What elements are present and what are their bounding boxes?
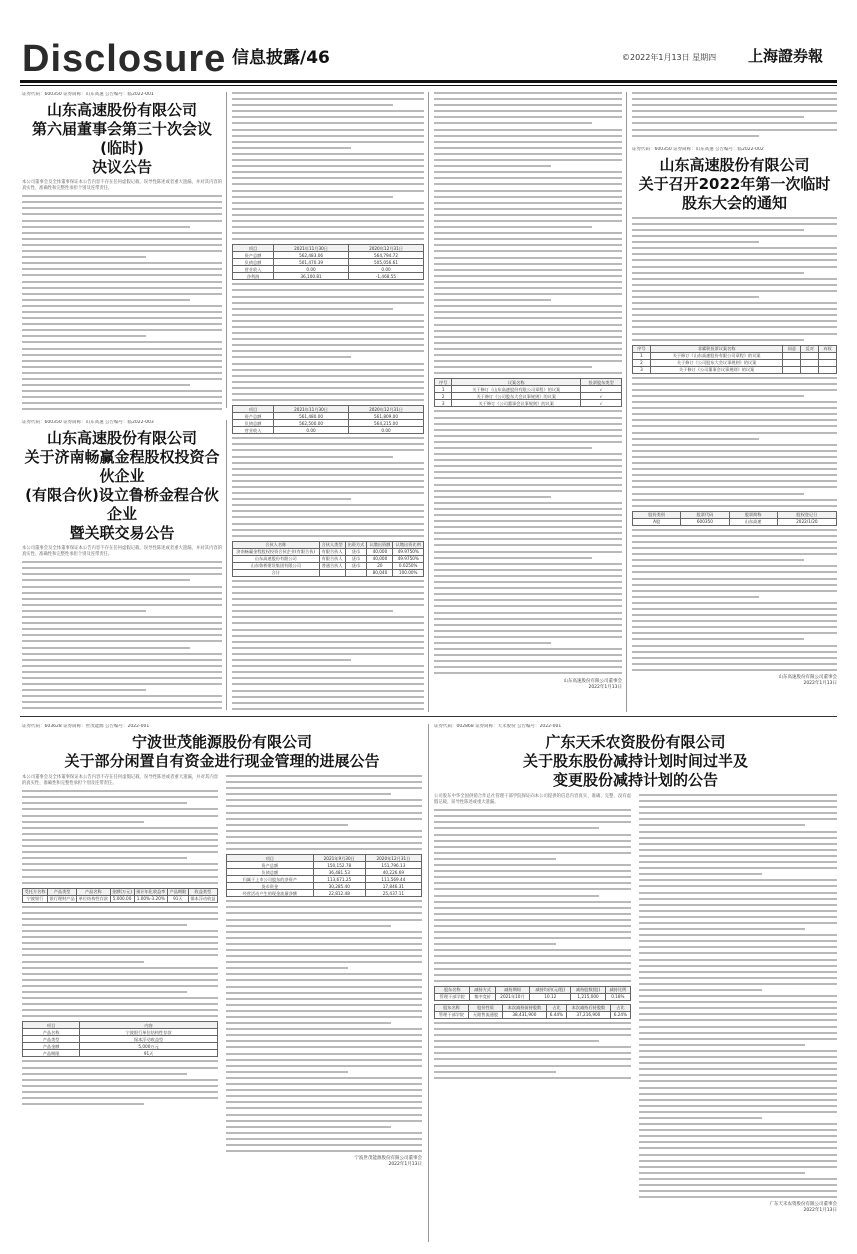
table-header: 产品类型 [47, 888, 76, 895]
table-header: 内容 [80, 1022, 218, 1029]
table-cell: 151,796.13 [365, 862, 421, 869]
table-cell: 货币 [345, 562, 367, 569]
table-cell: 1,215,000 [571, 993, 605, 1000]
table-cell: 40,000 [367, 548, 393, 555]
article-notice: 本公司董事会及全体董事保证本公告内容不存在任何虚假记载、误导性陈述或者重大遗漏，并对其内容的真实性、准确性和完整性承担个别及连带责任。 [22, 180, 222, 192]
article-shareholder-meeting [632, 92, 837, 712]
table-cell: 1 [435, 386, 452, 393]
article-continuation-2 [434, 92, 622, 712]
financial-table [226, 854, 422, 897]
table-cell: 561,480.00 [274, 413, 349, 420]
article-board-resolution [22, 92, 222, 410]
article-body-text [226, 775, 422, 850]
article-body-text [22, 561, 222, 712]
table-cell: 2 [633, 359, 651, 366]
article-title-line: 暨关联交易公告 [69, 524, 175, 542]
article-body-text [639, 794, 837, 1198]
table-header: 2020年12月31日 [365, 855, 421, 862]
table-cell: 564,794.72 [349, 252, 424, 259]
article-body-text [232, 437, 424, 537]
article-notice: 公司股东中华全国供销合作总社管理干部学院保证向本公司提供的信息内容真实、准确、完整，没有虚假记载、误导性陈述或重大遗漏。 [434, 794, 631, 806]
table-cell: 宁波银行单位结构性存款 [80, 1029, 218, 1036]
table-cell: 600350 [681, 518, 729, 525]
table-cell: 150,152.78 [313, 862, 365, 869]
article-title-line: 关于部分闲置自有资金进行现金管理的进展公告 [64, 752, 380, 770]
table-cell: 银行理财产品 [47, 895, 76, 902]
table-row [435, 993, 631, 1000]
financial-table [232, 244, 424, 280]
table-cell: 产品类型 [23, 1036, 80, 1043]
table-cell: 36,481.53 [313, 869, 365, 876]
table-cell: 38,431,900 [503, 1011, 547, 1018]
product-detail-table [22, 1021, 218, 1057]
table-cell [801, 352, 819, 359]
table-row [233, 420, 424, 427]
table-header: 本次减持前持股数 [503, 1004, 547, 1011]
table-cell: 2 [435, 393, 452, 400]
table-cell: 关于修订《公司股东大会议事规则》的议案 [650, 359, 783, 366]
reduction-table [434, 986, 631, 1001]
table-header: 产品期限 [167, 888, 188, 895]
table-header: 受托方名称 [23, 888, 48, 895]
article-body-text [632, 217, 837, 341]
column-divider [626, 92, 627, 712]
article-title-line: 关于济南畅赢金程股权投资合伙企业 [24, 448, 220, 485]
table-row [435, 1011, 631, 1018]
table-cell: 0.00 [274, 427, 349, 434]
table-cell: 有限合伙人 [319, 548, 345, 555]
table-row [233, 252, 424, 259]
table-header: 2021年11月30日 [274, 245, 349, 252]
table-cell: 关于修订《山东高速股份有限公司章程》的议案 [650, 352, 783, 359]
table-header: 占比 [610, 1004, 630, 1011]
article-body-text [232, 283, 424, 401]
table-row [227, 876, 422, 883]
article-body-text [632, 92, 837, 137]
article-cash-management [22, 724, 422, 1244]
table-cell: 产品名称 [23, 1029, 80, 1036]
table-header: 股权登记日 [777, 511, 836, 518]
table-cell: 营业收入 [233, 427, 274, 434]
table-cell: 管理干部学院 [435, 993, 470, 1000]
table-cell: 40,226.69 [365, 869, 421, 876]
column-divider [428, 724, 429, 1242]
article-body-text [632, 377, 837, 507]
article-code: 证券代码：002868 证券简称：天禾股份 公告编号：2022-001 [434, 724, 562, 729]
table-header: 减持股数(股) [571, 986, 605, 993]
table-header: 减持期间 [495, 986, 530, 993]
article-notice: 本公司董事会及全体董事保证本公告内容不存在任何虚假记载、误导性陈述或者重大遗漏，并对其内容的真实性、准确性和完整性承担个别及连带责任。 [22, 546, 222, 558]
table-cell: 113,671.25 [313, 876, 365, 883]
table-cell: 22,812.48 [313, 890, 365, 897]
table-cell: A股 [633, 518, 681, 525]
article-body-text [434, 1022, 631, 1079]
table-header: 反对 [801, 345, 819, 352]
table-cell: 关于修订《山东高速股份有限公司章程》的议案 [452, 386, 581, 393]
table-cell: 归属于上市公司股东的净资产 [227, 876, 314, 883]
table-cell: 37,216,900 [566, 1011, 610, 1018]
table-header: 投票股东类型 [581, 379, 622, 386]
article-partnership-investment [22, 420, 222, 712]
table-cell [319, 569, 345, 576]
table-cell: 资产总额 [227, 862, 314, 869]
table-cell: 资产总额 [233, 252, 274, 259]
table-cell: 17,846.31 [365, 883, 421, 890]
table-cell: 100.00% [393, 569, 424, 576]
article-signature: 山东高速股份有限公司董事会 2022年1月13日 [563, 678, 622, 690]
agenda-table [632, 345, 837, 374]
partner-table [232, 541, 424, 577]
table-row [23, 895, 218, 902]
table-cell: 负债总额 [233, 259, 274, 266]
product-table [22, 888, 218, 903]
table-cell: 5,000万元 [80, 1043, 218, 1050]
table-header: 减持均价(元/股) [530, 986, 571, 993]
dateline: ©2022年1月13日 星期四 [622, 53, 717, 62]
table-header: 认缴出资额 [367, 541, 393, 548]
share-class-table [632, 511, 837, 526]
table-header: 项目 [227, 855, 314, 862]
table-row [233, 562, 424, 569]
table-header: 股份类别 [633, 511, 681, 518]
table-row [227, 862, 422, 869]
table-row [233, 259, 424, 266]
table-cell: 保本浮动收益 [188, 895, 217, 902]
table-header: 出资方式 [345, 541, 367, 548]
article-title-line: 关于召开2022年第一次临时 [638, 174, 831, 193]
table-cell: 宁波银行 [23, 895, 48, 902]
table-header: 股东名称 [435, 1004, 469, 1011]
table-header: 2021年9月30日 [313, 855, 365, 862]
table-cell: 关于修订《公司董事会议事规则》的议案 [452, 400, 581, 407]
table-header: 合伙人类型 [319, 541, 345, 548]
table-header: 合伙人名称 [233, 541, 320, 548]
table-cell: 产品期限 [23, 1050, 80, 1057]
table-cell: 0.00 [349, 427, 424, 434]
agenda-table [434, 378, 622, 407]
article-code: 证券代码：600350 证券简称：山东高速 公告编号：临2022-003 [22, 420, 154, 425]
article-signature: 山东高速股份有限公司董事会 2022年1月13日 [778, 675, 837, 687]
table-cell: 关于修订《公司股东大会议事规则》的议案 [452, 393, 581, 400]
table-cell: 集中竞价 [470, 993, 495, 1000]
table-cell: 无限售流通股 [469, 1011, 503, 1018]
table-cell [801, 359, 819, 366]
article-title-line: 决议公告 [91, 158, 152, 176]
table-cell: 0.00 [349, 266, 424, 273]
masthead-rule [20, 80, 837, 83]
table-header: 序号 [633, 345, 651, 352]
article-body-text [434, 809, 631, 982]
table-cell: 91天 [80, 1050, 218, 1057]
table-row [233, 273, 424, 280]
table-header: 股票代码 [681, 511, 729, 518]
article-continuation [232, 92, 424, 712]
column-divider [428, 92, 429, 712]
table-cell [819, 352, 837, 359]
table-cell: 0.0250% [393, 562, 424, 569]
holding-table [434, 1004, 631, 1019]
table-row [233, 555, 424, 562]
table-row [23, 1036, 218, 1043]
table-cell: 2021年10月 [495, 993, 530, 1000]
table-cell: 1 [633, 352, 651, 359]
article-signature: 宁波世茂能源股份有限公司董事会 2022年1月13日 [354, 1156, 422, 1168]
table-cell: 501,470.39 [274, 259, 349, 266]
table-header: 项目 [23, 1022, 80, 1029]
table-cell: 30,285.40 [313, 883, 365, 890]
previous-article-end [632, 139, 837, 145]
table-cell [819, 366, 837, 373]
table-cell: 经营活动产生的现金流量净额 [227, 890, 314, 897]
table-cell: 关于修订《公司董事会议事规则》的议案 [650, 366, 783, 373]
article-title-line: 关于股东股份减持计划时间过半及 [522, 752, 748, 770]
table-cell: 6.44% [546, 1011, 566, 1018]
table-row [23, 1043, 218, 1050]
table-row [227, 890, 422, 897]
brand-logo: Disclosure [22, 38, 227, 80]
table-cell: 49.9750% [393, 555, 424, 562]
table-header: 2020年12月31日 [349, 406, 424, 413]
masthead-rule-thin [20, 85, 837, 86]
table-row [233, 266, 424, 273]
table-header: 序号 [435, 379, 452, 386]
section-divider [20, 716, 837, 717]
article-body-text [22, 195, 222, 410]
table-cell: 负债总额 [233, 420, 274, 427]
article-title-line: 股东大会的通知 [681, 193, 787, 212]
table-header: 非累积投票议案名称 [650, 345, 783, 352]
table-cell: 5,000.00 [110, 895, 134, 902]
table-cell: 3 [435, 400, 452, 407]
table-cell: 505,056.61 [349, 259, 424, 266]
table-header: 议案名称 [452, 379, 581, 386]
table-cell: 2022/1/20 [777, 518, 836, 525]
table-cell: 0.00 [274, 266, 349, 273]
article-title-line: 第六届董事会第三十次会议(临时) [31, 120, 212, 157]
table-row [233, 548, 424, 555]
table-row [233, 427, 424, 434]
article-code: 证券代码：600350 证券简称：山东高速 公告编号：临2022-002 [632, 146, 764, 152]
table-cell: 普通合伙人 [319, 562, 345, 569]
table-row [435, 386, 622, 393]
table-cell: 80,040 [367, 569, 393, 576]
article-signature: 广东天禾农资股份有限公司董事会 2022年1月13日 [769, 1202, 837, 1214]
table-cell: 山东高速股份有限公司 [233, 555, 320, 562]
table-cell: 合计 [233, 569, 320, 576]
article-title-line: 变更股份减持计划的公告 [552, 771, 718, 789]
table-cell: 产品金额 [23, 1043, 80, 1050]
table-header: 股票简称 [729, 511, 777, 518]
table-header: 本次减持后持股数 [566, 1004, 610, 1011]
company-name: 山东高速股份有限公司 [46, 101, 197, 119]
table-cell: 40,000 [367, 555, 393, 562]
table-cell: 3 [633, 366, 651, 373]
table-cell [801, 366, 819, 373]
table-cell: 6.24% [610, 1011, 630, 1018]
table-header: 2021年11月30日 [274, 406, 349, 413]
table-row [23, 1050, 218, 1057]
table-row [233, 569, 424, 576]
table-row [23, 1029, 218, 1036]
table-cell: 管理干部学院 [435, 1011, 469, 1018]
article-code: 证券代码：603628 证券简称：世茂能源 公告编号：2022-001 [22, 724, 150, 729]
table-cell: 济南畅赢金程股权投资合伙企业(有限合伙) [233, 548, 320, 555]
table-header: 项目 [233, 406, 274, 413]
article-body-text [232, 580, 424, 712]
table-cell: 货币 [345, 555, 367, 562]
table-row [633, 518, 837, 525]
column-divider [226, 92, 227, 408]
table-cell: 保本浮动收益型 [80, 1036, 218, 1043]
table-cell [783, 352, 801, 359]
table-cell: 货币 [345, 548, 367, 555]
article-title-line: 宁波世茂能源股份有限公司 [131, 733, 312, 751]
table-cell: 货币资金 [227, 883, 314, 890]
table-cell: √ [581, 400, 622, 407]
table-row [435, 393, 622, 400]
table-header: 收益类型 [188, 888, 217, 895]
column-divider [226, 420, 227, 710]
table-row [633, 352, 837, 359]
table-cell: 0.18% [605, 993, 630, 1000]
article-share-reduction [434, 724, 837, 1244]
table-row [227, 869, 422, 876]
table-header: 减持比例 [605, 986, 630, 993]
table-cell: 山东高速 [729, 518, 777, 525]
table-row [633, 366, 837, 373]
table-row [233, 413, 424, 420]
table-header: 占比 [546, 1004, 566, 1011]
company-name: 山东高速股份有限公司 [46, 429, 197, 447]
company-name: 山东高速股份有限公司 [659, 155, 810, 174]
article-notice: 本公司董事会及全体董事保证本公告内容不存在任何虚假记载、误导性陈述或者重大遗漏，并对其内容的真实性、准确性和完整性承担个别及连带责任。 [22, 775, 218, 787]
table-row [227, 883, 422, 890]
table-header: 股份性质 [469, 1004, 503, 1011]
table-cell: 10.12 [530, 993, 571, 1000]
article-title-line: 广东天禾农资股份有限公司 [545, 733, 726, 751]
table-header: 预计年化收益率 [134, 888, 167, 895]
table-header: 金额(万元) [110, 888, 134, 895]
table-cell [783, 366, 801, 373]
table-cell: 20 [367, 562, 393, 569]
table-cell: 资产总额 [233, 413, 274, 420]
table-cell: 561,809.00 [349, 413, 424, 420]
table-cell: √ [581, 386, 622, 393]
article-code: 证券代码：600350 证券简称：山东高速 公告编号：临2022-001 [22, 92, 154, 97]
article-body-text [434, 92, 622, 374]
article-body-text [22, 1060, 218, 1105]
table-cell: 562,500.00 [274, 420, 349, 427]
table-cell: 91天 [167, 895, 188, 902]
table-cell: 净利润 [233, 273, 274, 280]
table-header: 减持方式 [470, 986, 495, 993]
table-cell: 单位结构性存款 [77, 895, 110, 902]
masthead [0, 0, 857, 84]
table-header: 股东名称 [435, 986, 470, 993]
table-cell: 49.9750% [393, 548, 424, 555]
table-cell: 562,483.06 [274, 252, 349, 259]
table-cell: 营业收入 [233, 266, 274, 273]
table-header: 项目 [233, 245, 274, 252]
table-header: 产品名称 [77, 888, 110, 895]
article-title-line: (有限合伙)设立鲁桥金程合伙企业 [25, 486, 219, 523]
table-cell: 有限合伙人 [319, 555, 345, 562]
table-header: 认缴出资比例 [393, 541, 424, 548]
table-header: 弃权 [819, 345, 837, 352]
table-cell: 负债总额 [227, 869, 314, 876]
table-row [435, 400, 622, 407]
article-body-text [22, 906, 218, 1018]
article-body-text [232, 92, 424, 240]
section-title: 信息披露/46 [232, 48, 330, 68]
financial-table [232, 405, 424, 434]
table-cell: 1.00%-3.20% [134, 895, 167, 902]
newspaper-name: 上海證券報 [748, 47, 824, 65]
table-cell: √ [581, 393, 622, 400]
table-cell: 111,569.44 [365, 876, 421, 883]
table-cell [345, 569, 367, 576]
article-body-text [22, 790, 218, 883]
table-cell: 36,100.81 [274, 273, 349, 280]
table-header: 2020年12月31日 [349, 245, 424, 252]
table-header: 同意 [783, 345, 801, 352]
table-cell [783, 359, 801, 366]
table-cell: 564,215.00 [349, 420, 424, 427]
article-body-text [226, 900, 422, 1152]
article-body-text [632, 529, 837, 671]
table-cell: 25,437.11 [365, 890, 421, 897]
table-cell [819, 359, 837, 366]
article-body-text [434, 410, 622, 674]
table-row [633, 359, 837, 366]
table-cell: -1,468.55 [349, 273, 424, 280]
table-cell: 山东鲁桥建设集团有限公司 [233, 562, 320, 569]
